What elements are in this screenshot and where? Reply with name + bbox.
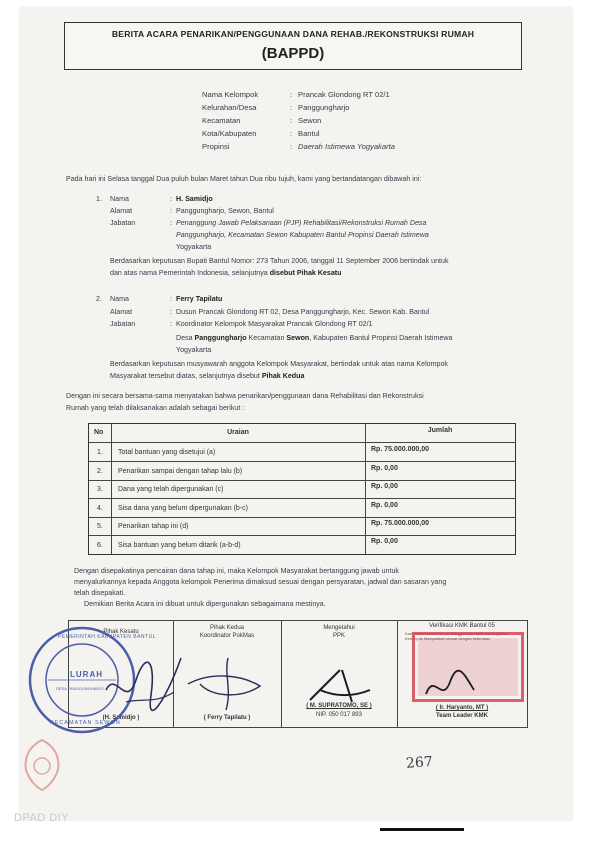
info-sep: : [290, 129, 293, 138]
info-key: Kota/Kabupaten [202, 129, 257, 138]
dpad-logo-icon [20, 736, 64, 792]
closing-line3: telah disepakati. [74, 589, 126, 597]
stamp-center-bottom: DESA PANGGUNGHARJO [56, 686, 105, 691]
party2-name: Ferry Tapilatu [176, 295, 223, 303]
scan-edge-mark [380, 828, 464, 831]
party1-basis-line1: Berdasarkan keputusan Bupati Bantul Nomor: 273 Tahun 2006, tanggal 11 September 2006 bertindak untuk [110, 257, 449, 265]
sig-divider [397, 621, 398, 727]
table-rule [89, 498, 515, 499]
closing-line2: menyalurkannya kepada Anggota kelompok Penerima dimaksud sesuai dengan persyaratan, jadwal dan sasaran yang [74, 578, 447, 586]
info-sep: : [290, 103, 293, 112]
table-row-jumlah: Rp. 0,00 [371, 502, 398, 509]
sig-party1-name: (H. Samidjo ) [102, 715, 140, 721]
party2-position-line2: Desa Panggungharjo Kecamatan Sewon, Kabupaten Bantul Propinsi Daerah Istimewa [176, 334, 453, 342]
party2-basis-line1: Berdasarkan keputusan musyawarah anggota Kelompok Masyarakat, bertindak untuk atas nama Kelompok [110, 360, 448, 368]
table-row-uraian: Total bantuan yang disetujui (a) [118, 449, 216, 456]
party2-signature [180, 644, 270, 714]
table-header-uraian: Uraian [227, 429, 249, 436]
sig-kmk-name: ( Ir. Haryanto, MT ) [435, 705, 489, 711]
party2-position-line1: Koordinator Kelompok Masyarakat Prancak Glondong RT 02/1 [176, 320, 373, 328]
colon: : [170, 308, 172, 316]
intro-text: Pada hari ini Selasa tanggal Dua puluh bulan Maret tahun Dua ribu tujuh, kami yang bertandatangan dibawah ini: [66, 175, 422, 183]
stamp-center-top: LURAH [70, 670, 103, 679]
closing-line4: Demikian Berita Acara ini dibuat untuk dipergunakan sebagaimana mestinya. [84, 600, 326, 608]
table-rule [89, 517, 515, 518]
party1-name: H. Samidjo [176, 195, 213, 203]
party2-alamat-label: Alamat [110, 308, 133, 316]
table-row-jumlah: Rp. 75.000.000,00 [371, 520, 429, 527]
table-header-jumlah: Jumlah [427, 427, 453, 434]
party1-position-line3: Yogyakarta [176, 243, 212, 251]
sig-kmk-note: Kami telah memverifikasi Penggunaan dana dan kegiatan Kelompok Masyarakat sesuai dengan ketentuan [405, 631, 508, 641]
sig-party1-title: Pihak Kesatu [103, 629, 139, 635]
party1-jabatan-label: Jabatan [110, 219, 136, 227]
party1-nama-label: Nama [110, 195, 129, 203]
title-box [64, 22, 522, 70]
colon: : [170, 207, 172, 215]
party2-jabatan-label: Jabatan [110, 320, 136, 328]
table-row-uraian: Sisa bantuan yang belum ditarik (a-b-d) [118, 542, 241, 549]
sig-ppk-name: ( M. SUPRATOMO, SE ) [306, 703, 372, 709]
colon: : [170, 195, 172, 203]
info-sep: : [290, 116, 293, 125]
info-key: Kecamatan [202, 116, 241, 125]
table-row-jumlah: Rp. 0,00 [371, 538, 398, 545]
info-key: Nama Kelompok [202, 90, 259, 99]
stamp-bottom-text: KECAMATAN SEWON [50, 720, 121, 726]
party1-number: 1. [96, 195, 102, 203]
table-row-uraian: Penarikan sampai dengan tahap lalu (b) [118, 468, 243, 475]
table-row-no: 2. [97, 468, 103, 475]
colon: : [170, 219, 172, 227]
table-row-uraian: Dana yang telah dipergunakan (c) [118, 486, 224, 493]
party1-position-line2: Panggungharjo, Kecamatan Sewon Kabupaten Bantul Propinsi Daerah Istimewa [176, 231, 429, 239]
sig-ppk-nip: NIP. 050 017 893 [316, 712, 362, 718]
document-title: BERITA ACARA PENARIKAN/PENGGUNAAN DANA REHAB./REKONSTRUKSI RUMAH [111, 29, 475, 39]
table-row-no: 4. [97, 505, 103, 512]
ppk-signature [300, 660, 380, 710]
party1-alamat-label: Alamat [110, 207, 133, 215]
table-rule [89, 535, 515, 536]
sig-ppk-title: Mengetahui [323, 625, 355, 631]
party2-address: Dusun Prancak Glondong RT 02, Desa Panggungharjo, Kec. Sewon Kab. Bantul [176, 308, 430, 316]
sig-party2-name: ( Ferry Tapilatu ) [203, 715, 251, 721]
closing-line1: Dengan disepakatinya pencairan dana tahap ini, maka Kelompok Masyarakat bertanggung jawab untuk [74, 567, 399, 575]
table-rule [89, 461, 515, 462]
stamp-ring-text: PEMERINTAH KABUPATEN BANTUL [58, 634, 156, 640]
table-row-no: 1. [97, 449, 103, 456]
colon: : [170, 320, 172, 328]
kmk-signature [420, 664, 480, 704]
sig-kmk-sub: Team Leader KMK [436, 713, 488, 719]
statement-line1: Dengan ini secara bersama-sama menyatakan bahwa penarikan/penggunaan dana Rehabilitasi dan Rekonstruksi [66, 392, 424, 400]
table-row-no: 6. [97, 542, 103, 549]
table-rule [89, 480, 515, 481]
info-value: Prancak Glondong RT 02/1 [298, 90, 390, 99]
party1-address: Panggungharjo, Sewon, Bantul [176, 207, 274, 215]
info-value: Sewon [298, 116, 322, 125]
info-key: Propinsi [202, 142, 230, 151]
party2-nama-label: Nama [110, 295, 129, 303]
info-sep: : [290, 142, 293, 151]
watermark-text: DPAD DIY [14, 812, 70, 824]
table-rule [89, 442, 515, 443]
table-row-jumlah: Rp. 75.000.000,00 [371, 446, 429, 453]
party2-position-line3: Yogyakarta [176, 346, 212, 354]
party2-basis-line2: Masyarakat tersebut diatas, selanjutnya disebut Pihak Kedua [110, 372, 305, 380]
sig-party2-sub: Koordinator PokMas [199, 633, 255, 639]
table-row-no: 5. [97, 523, 103, 530]
table-row-uraian: Penarikan tahap ini (d) [118, 523, 189, 530]
statement-line2: Rumah yang telah dilaksanakan adalah sebagai berikut : [66, 404, 245, 412]
sig-ppk-sub: PPK [332, 633, 345, 639]
table-row-jumlah: Rp. 0,00 [371, 465, 398, 472]
info-value: Daerah Istimewa Yogyakarta [298, 142, 395, 151]
party1-position-line1: Penanggung Jawab Pelaksanaan (PJP) Rehabilitasi/Rekonstruksi Rumah Desa [176, 219, 427, 227]
document-abbr: (BAPPD) [261, 45, 325, 62]
sig-kmk-title: Verifikasi KMK Bantul 05 [429, 623, 495, 629]
colon: : [170, 295, 172, 303]
info-sep: : [290, 90, 293, 99]
sig-party2-title: Pihak Kedua [209, 625, 245, 631]
info-key: Kelurahan/Desa [202, 103, 257, 112]
party1-basis-line2: dan atas nama Pemerintah Indonesia, selanjutnya disebut Pihak Kesatu [110, 269, 342, 277]
table-row-no: 3. [97, 486, 103, 493]
info-value: Bantul [298, 129, 320, 138]
table-row-uraian: Sisa dana yang belum dipergunakan (b-c) [118, 505, 248, 512]
party2-number: 2. [96, 295, 102, 303]
table-row-jumlah: Rp. 0,00 [371, 483, 398, 490]
table-header-no: No [94, 429, 104, 436]
info-value: Panggungharjo [298, 103, 350, 112]
fund-table [88, 423, 516, 555]
handwritten-number: 267 [405, 754, 434, 772]
